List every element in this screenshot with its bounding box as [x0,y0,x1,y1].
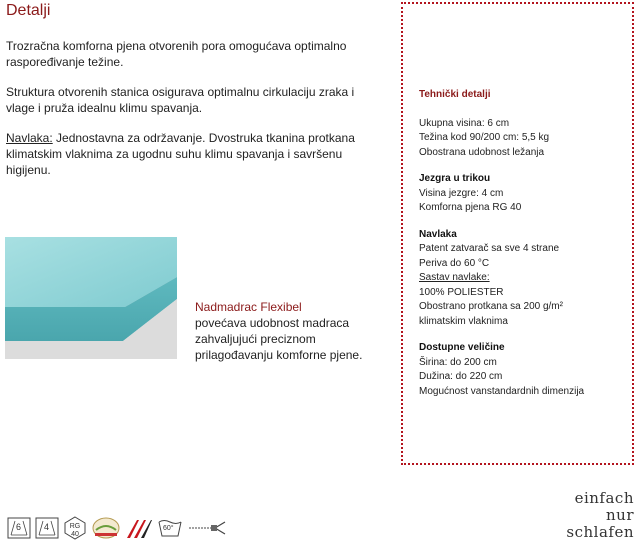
wash-60-icon [157,516,183,540]
detail-line: Širina: do 200 cm [419,356,497,368]
zipper-icon [187,516,227,540]
general-details [419,117,631,161]
brand-logo [566,490,634,541]
product-image [5,237,177,359]
detail-line: Visina jezgre: 4 cm [419,187,504,199]
core-title: Jezgra u trikou [419,173,491,184]
sizes-title: Dostupne veličine [419,342,505,353]
detail-line: Obostrano protkana sa 200 g/m² [419,301,563,312]
detail-line: Obostrana udobnost ležanja [419,146,545,158]
wash-temperature: 60° [163,525,174,532]
core-height-value: 4 [44,522,50,532]
core-details [419,172,631,216]
detail-line: klimatskim vlaknima [419,315,508,327]
product-description: povećava udobnost madraca zahvaljujući preciznom prilagođavanju komforne pjene. [195,316,363,362]
intro-paragraph-1: Trozračna komforna pjena otvorenih pora omogućava optimalno raspoređivanje težine. [6,39,347,69]
brand-line-3: schlafen [566,523,634,541]
technical-details-panel [401,2,634,465]
core-height-icon [35,516,59,540]
page-title: Detalji [6,2,51,19]
cover-title: Navlaka [419,228,457,240]
size-details [419,341,631,399]
detail-line: Mogućnost vanstandardnih dimenzija [419,385,585,397]
detail-line: Komforna pjena RG 40 [419,202,522,213]
cover-details [419,228,631,330]
cover-label: Navlaka: [6,131,53,145]
total-height-icon [7,516,31,540]
intro-paragraph-3 [6,130,386,178]
intro-text [6,38,386,192]
brand-line-1: einfach [574,489,634,507]
foam-topper-illustration [5,237,177,359]
total-height-value: 6 [16,522,22,532]
detail-line: Patent zatvarač sa sve 4 strane [419,243,560,254]
feature-icons [7,515,227,541]
technical-details-heading: Tehnički detalji [419,89,491,100]
rg-foam-value: RG 40 [69,523,81,538]
ergonomic-brand-icon [125,516,153,540]
certification-seal-icon [91,516,121,540]
detail-line: Ukupna visina: 6 cm [419,117,510,129]
rg-foam-icon [63,516,87,540]
detail-line: Dužina: do 220 cm [419,371,503,382]
intro-paragraph-2: Struktura otvorenih stanica osigurava optimalnu cirkulaciju zraka i vlage i pruža idealnu klimu spavanja. [6,85,355,115]
brand-line-2: nur [606,506,634,524]
detail-line: Periva do 60 °C [419,257,490,269]
product-name: Nadmadrac Flexibel [195,300,302,314]
detail-line: Težina kod 90/200 cm: 5,5 kg [419,132,550,143]
detail-line: 100% POLIESTER [419,286,504,298]
cover-composition-label: Sastav navlake: [419,272,490,283]
cover-description: Jednostavna za održavanje. Dvostruka tkanina protkana klimatskim vlaknima za ugodnu suhu klimu spavanja i savršenu higijenu. [6,131,355,177]
product-caption [195,299,365,363]
